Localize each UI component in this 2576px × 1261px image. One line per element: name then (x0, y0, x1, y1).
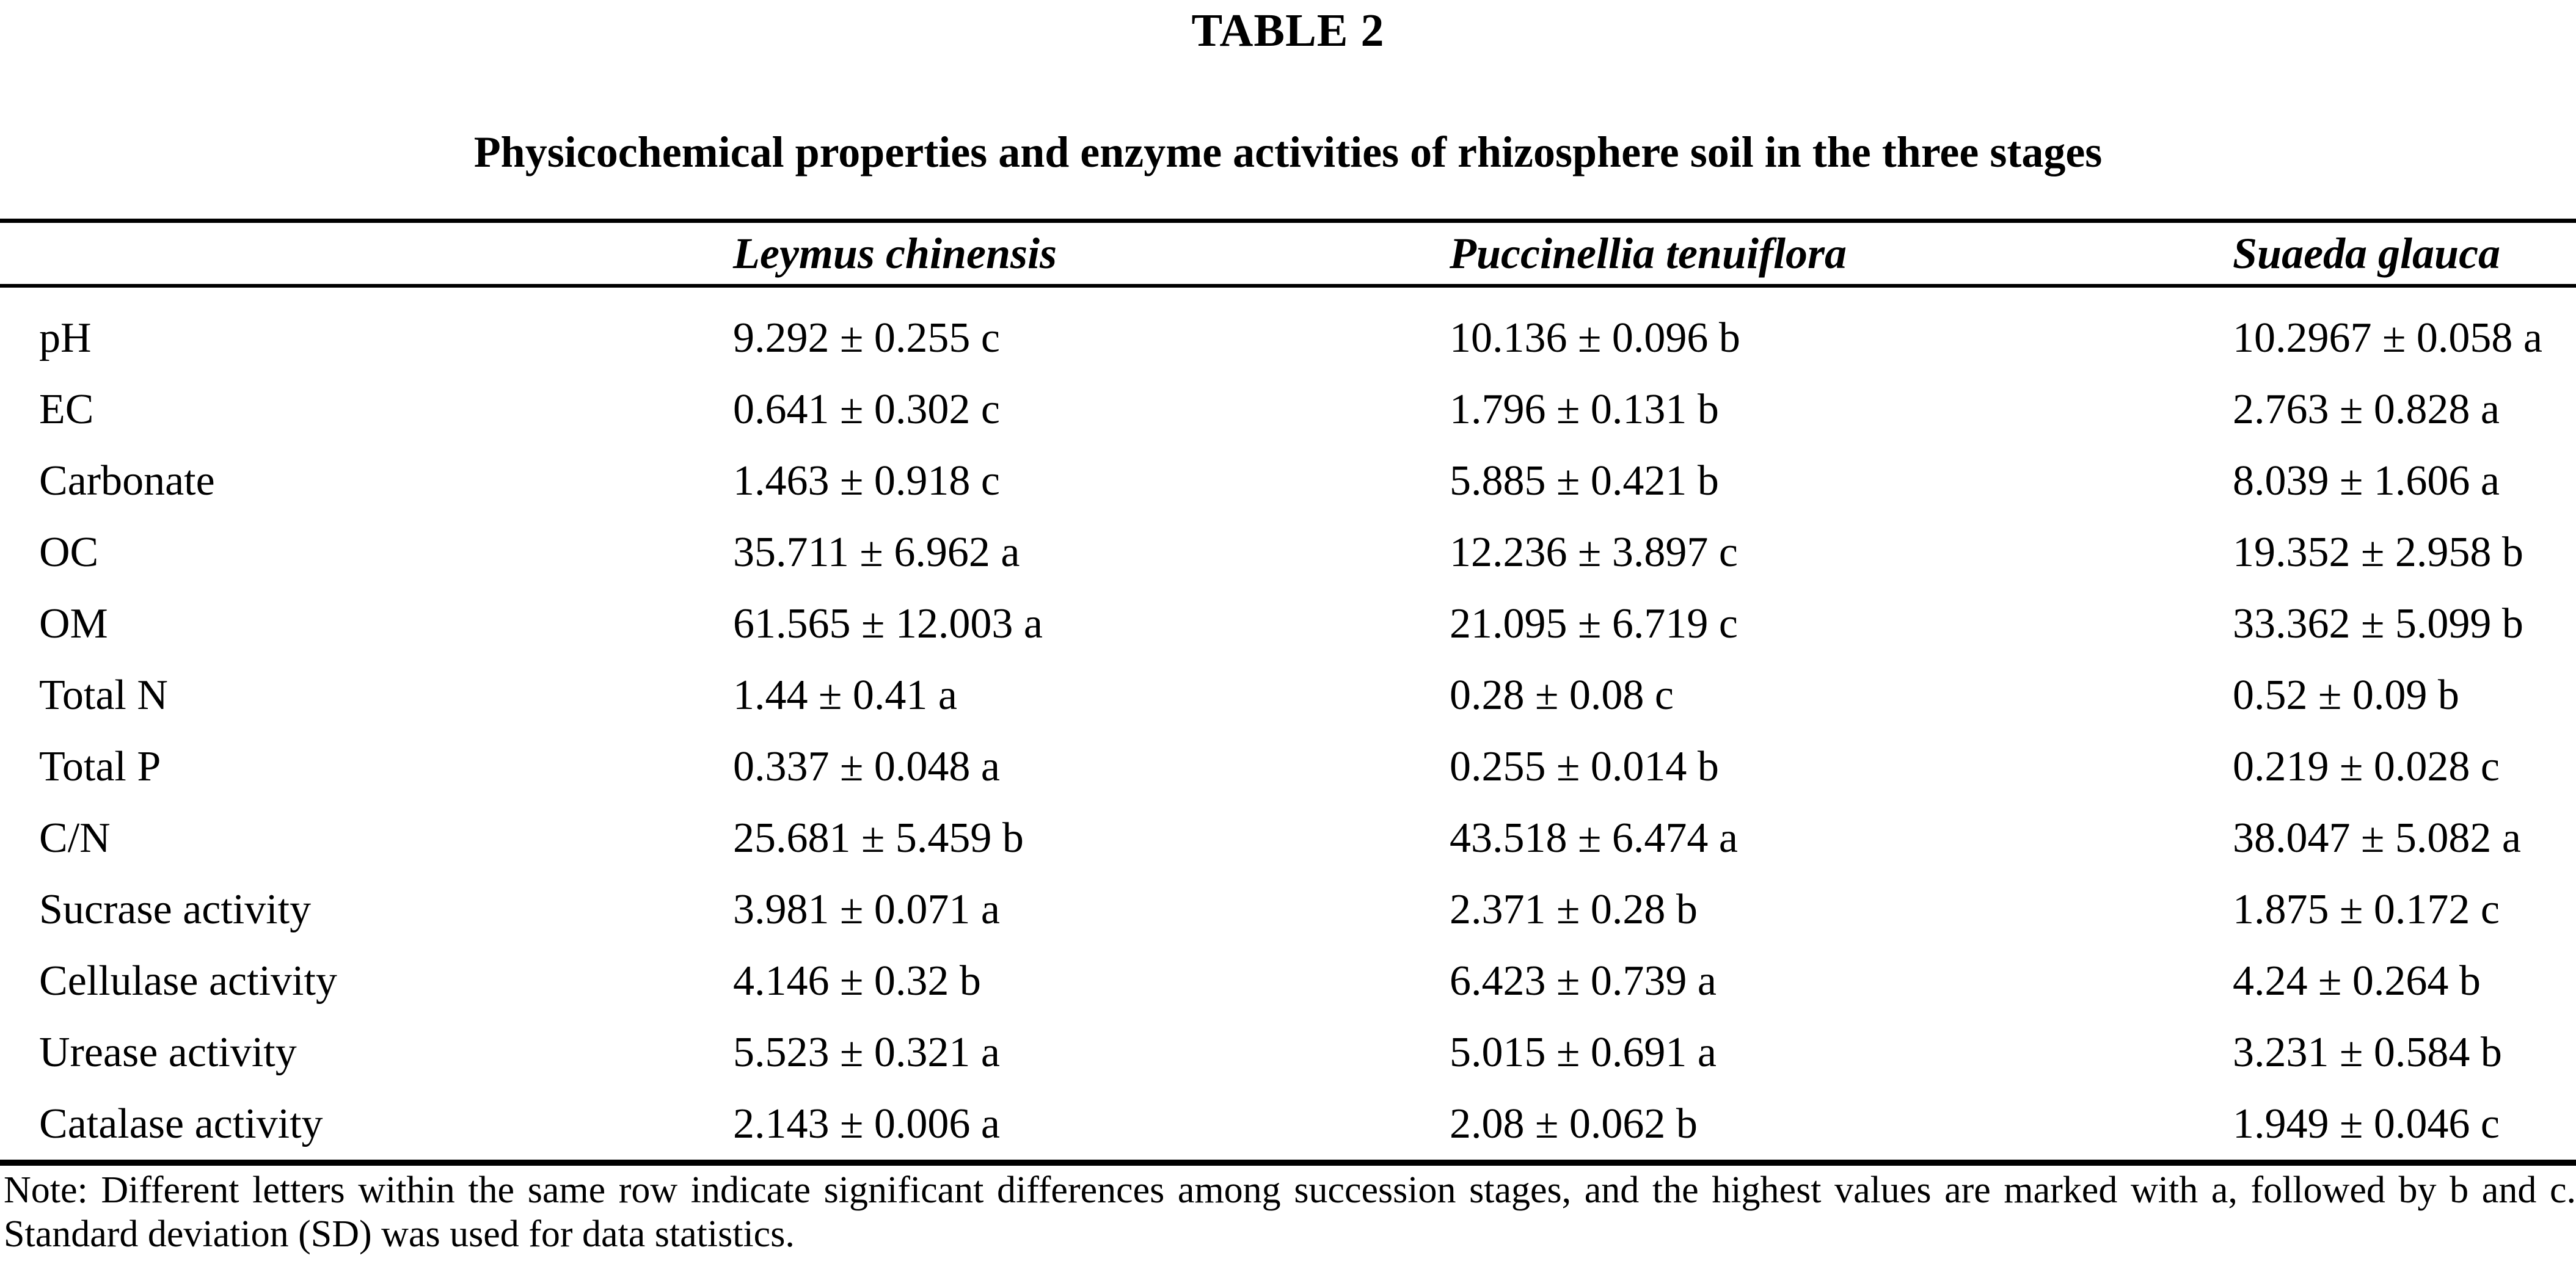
value-cell-puccinellia: 1.796 ± 0.131 b (1450, 385, 1719, 433)
header-suaeda-glauca: Suaeda glauca (2233, 229, 2501, 278)
value-cell-leymus: 0.337 ± 0.048 a (733, 743, 1000, 790)
value-cell-puccinellia: 43.518 ± 6.474 a (1450, 814, 1738, 862)
value-cell-suaeda: 1.949 ± 0.046 c (2233, 1100, 2500, 1147)
table-row (0, 588, 2576, 660)
value-cell-leymus: 3.981 ± 0.071 a (733, 885, 1000, 933)
table-row (0, 802, 2576, 874)
value-cell-suaeda: 10.2967 ± 0.058 a (2233, 314, 2542, 362)
value-cell-suaeda: 0.52 ± 0.09 b (2233, 671, 2459, 719)
table-row (0, 874, 2576, 945)
table-number-heading: TABLE 2 (1191, 5, 1385, 56)
value-cell-leymus: 4.146 ± 0.32 b (733, 957, 981, 1005)
note-line: Standard deviation (SD) was used for data statistics. (4, 1213, 795, 1255)
value-cell-suaeda: 19.352 ± 2.958 b (2233, 528, 2523, 576)
row-label-cell: Total P (39, 743, 161, 790)
table-body (0, 288, 2576, 1160)
table-row (0, 660, 2576, 731)
value-cell-puccinellia: 2.08 ± 0.062 b (1450, 1100, 1698, 1147)
value-cell-leymus: 2.143 ± 0.006 a (733, 1100, 1000, 1147)
value-cell-leymus: 25.681 ± 5.459 b (733, 814, 1024, 862)
value-cell-puccinellia: 0.28 ± 0.08 c (1450, 671, 1674, 719)
value-cell-suaeda: 1.875 ± 0.172 c (2233, 885, 2500, 933)
header-puccinellia-tenuiflora: Puccinellia tenuiflora (1450, 229, 1847, 278)
row-label-cell: C/N (39, 814, 111, 862)
row-label-cell: Urease activity (39, 1028, 297, 1076)
table-header-row (0, 223, 2576, 288)
row-label-cell: Total N (39, 671, 168, 719)
header-leymus-chinensis: Leymus chinensis (733, 229, 1057, 278)
value-cell-suaeda: 38.047 ± 5.082 a (2233, 814, 2521, 862)
table-row (0, 517, 2576, 588)
value-cell-leymus: 1.463 ± 0.918 c (733, 457, 1000, 504)
table-row (0, 374, 2576, 445)
row-label-cell: EC (39, 385, 94, 433)
value-cell-leymus: 0.641 ± 0.302 c (733, 385, 1000, 433)
value-cell-suaeda: 2.763 ± 0.828 a (2233, 385, 2500, 433)
value-cell-leymus: 1.44 ± 0.41 a (733, 671, 957, 719)
table-row (0, 445, 2576, 517)
table-row (0, 1088, 2576, 1160)
note-line: Note: Different letters within the same row indicate significant differences among succession stages, and the highest values are marked with a, followed by b and c. (4, 1169, 2576, 1211)
value-cell-suaeda: 8.039 ± 1.606 a (2233, 457, 2500, 504)
value-cell-leymus: 61.565 ± 12.003 a (733, 600, 1043, 647)
row-label-cell: Carbonate (39, 457, 215, 504)
value-cell-puccinellia: 5.885 ± 0.421 b (1450, 457, 1719, 504)
table-title: Physicochemical properties and enzyme activities of rhizosphere soil in the three stages (473, 128, 2103, 176)
table-row (0, 1017, 2576, 1088)
value-cell-puccinellia: 10.136 ± 0.096 b (1450, 314, 1740, 362)
value-cell-suaeda: 4.24 ± 0.264 b (2233, 957, 2481, 1005)
data-table (0, 219, 2576, 1166)
table-row (0, 731, 2576, 802)
row-label-cell: Catalase activity (39, 1100, 323, 1147)
value-cell-suaeda: 3.231 ± 0.584 b (2233, 1028, 2502, 1076)
value-cell-puccinellia: 12.236 ± 3.897 c (1450, 528, 1738, 576)
value-cell-puccinellia: 6.423 ± 0.739 a (1450, 957, 1717, 1005)
row-label-cell: OM (39, 600, 108, 647)
table-row (0, 945, 2576, 1017)
table-row (0, 302, 2576, 374)
row-label-cell: Cellulase activity (39, 957, 337, 1005)
table-note (0, 1168, 2576, 1256)
value-cell-suaeda: 33.362 ± 5.099 b (2233, 600, 2523, 647)
row-label-cell: pH (39, 314, 92, 362)
value-cell-puccinellia: 21.095 ± 6.719 c (1450, 600, 1738, 647)
row-label-cell: OC (39, 528, 99, 576)
value-cell-leymus: 5.523 ± 0.321 a (733, 1028, 1000, 1076)
value-cell-puccinellia: 2.371 ± 0.28 b (1450, 885, 1698, 933)
value-cell-puccinellia: 5.015 ± 0.691 a (1450, 1028, 1717, 1076)
row-label-cell: Sucrase activity (39, 885, 312, 933)
value-cell-leymus: 35.711 ± 6.962 a (733, 528, 1020, 576)
value-cell-puccinellia: 0.255 ± 0.014 b (1450, 743, 1719, 790)
value-cell-suaeda: 0.219 ± 0.028 c (2233, 743, 2500, 790)
value-cell-leymus: 9.292 ± 0.255 c (733, 314, 1000, 362)
